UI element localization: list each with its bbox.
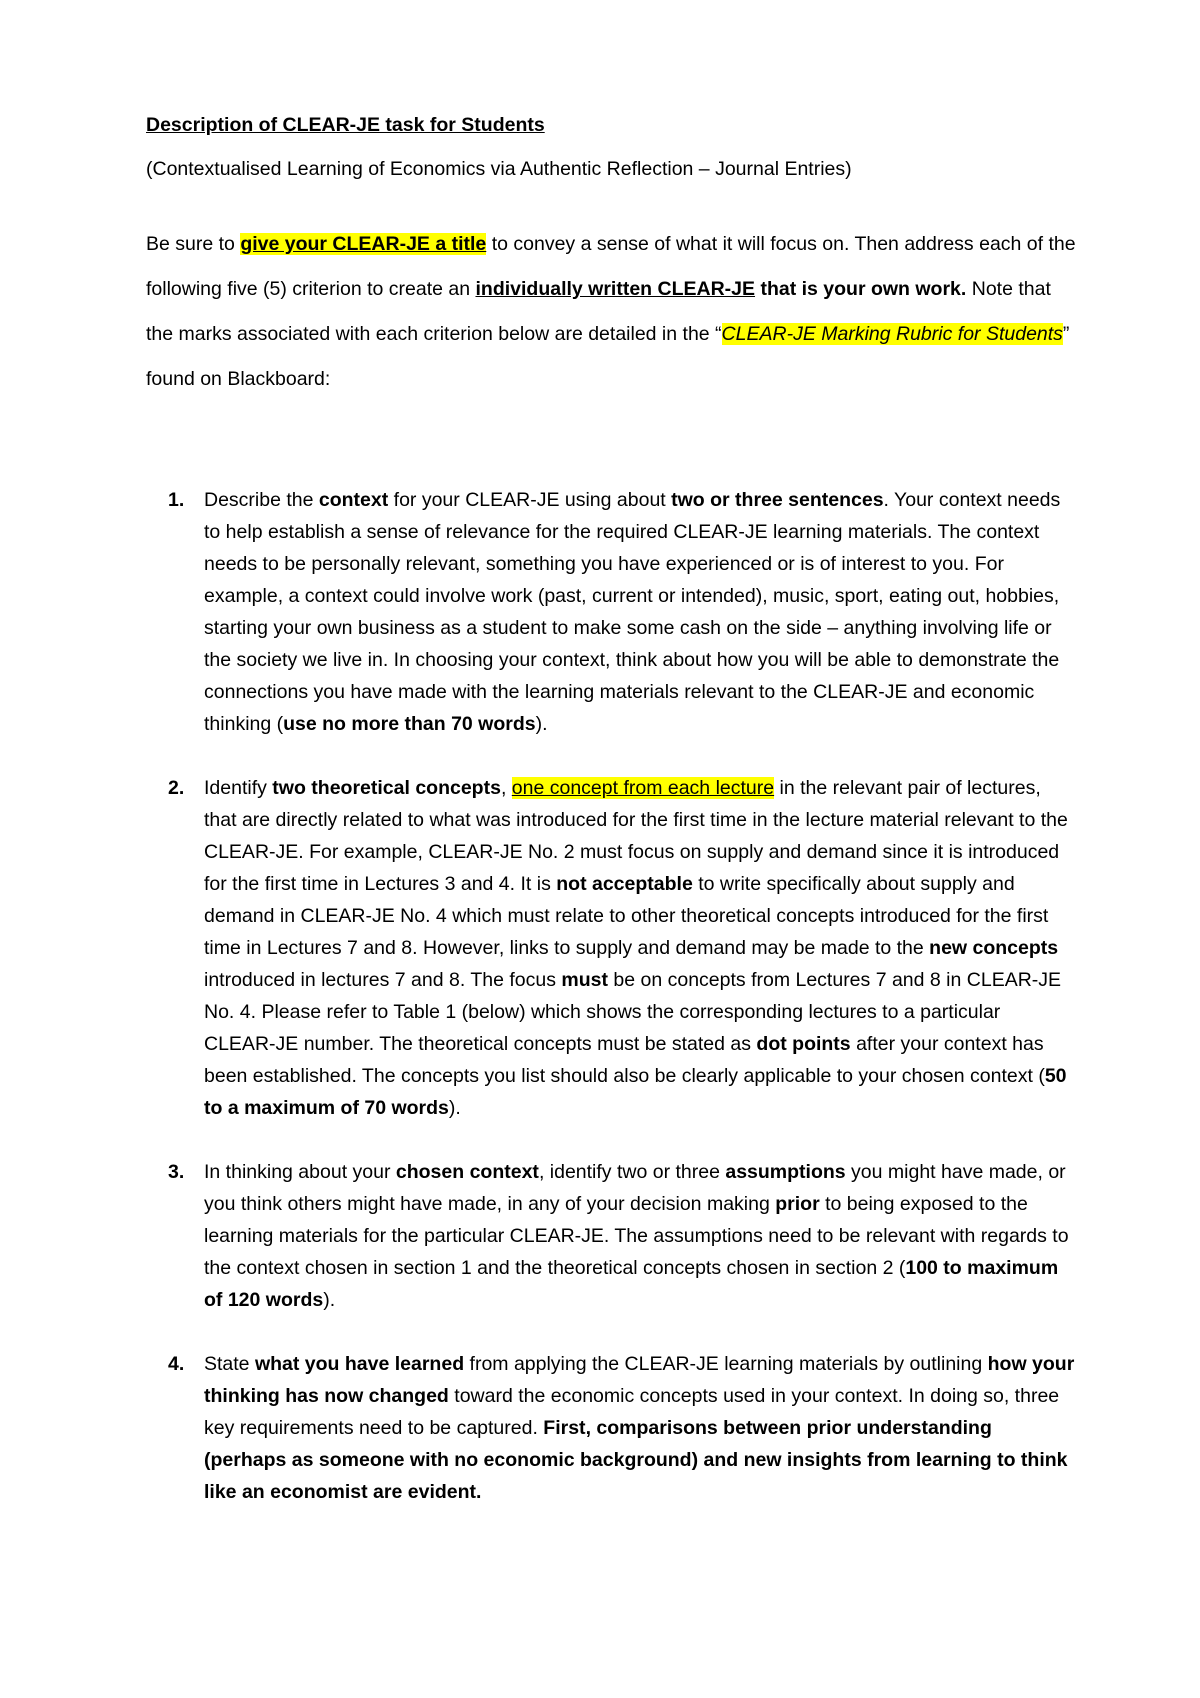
criterion-emphasis: what you have learned [254, 1353, 465, 1375]
rubric-reference-highlight: CLEAR-JE Marking Rubric for Students [721, 323, 1063, 345]
criterion-emphasis: new concepts [929, 937, 1059, 959]
document-title: Description of CLEAR-JE task for Students [146, 114, 545, 136]
one-concept-highlight: one concept from each lecture [511, 777, 775, 799]
criterion-emphasis: two or three sentences [671, 489, 884, 511]
criterion-text: in the relevant pair of lectures, that are directly related to what was introduced for the first time in the lecture material relevant to the CLEAR-JE. For example, CLEAR-JE No. 2 must focus on supply and demand since it is introduced for the first time in Lectures 3 and 4. It is [204, 777, 1068, 895]
criterion-text: State [204, 1353, 255, 1375]
criterion-emphasis: , comparisons between prior understanding (perhaps as someone with no economic background) and new insights from learning to think like an economist are evident. [204, 1417, 1068, 1503]
criterion-text: ). [448, 1097, 461, 1119]
criterion-emphasis: context [318, 489, 389, 511]
criterion-text: for your CLEAR-JE using about [388, 489, 672, 511]
criterion-1 [146, 484, 1076, 740]
criterion-text: Describe the [204, 489, 319, 511]
criterion-text: , [500, 777, 512, 799]
word-limit: use no more than 70 words [283, 713, 536, 735]
criterion-text: from applying the CLEAR-JE learning materials by outlining [464, 1353, 988, 1375]
criterion-emphasis: how your thinking has now changed [204, 1353, 1075, 1407]
criterion-text: to being exposed to the learning materials for the particular CLEAR-JE. The assumptions need to be relevant with regards to the context chosen in section 1 and the theoretical concepts chosen in section 2 ( [204, 1193, 1069, 1279]
word-limit: 100 to maximum of 120 words [204, 1257, 1059, 1311]
criterion-emphasis: chosen context [395, 1161, 539, 1183]
criterion-text: you might have made, or you think others might have made, in any of your decision making [204, 1161, 1066, 1215]
list-number: 1. [168, 489, 185, 511]
intro-text: Be sure to [146, 233, 241, 255]
criterion-emphasis: prior [775, 1193, 820, 1215]
criterion-text: ). [323, 1289, 336, 1311]
intro-text: Note that the marks associated with each criterion below are detailed in the “ [146, 278, 1051, 345]
word-limit: 50 to a maximum of 70 words [204, 1065, 1067, 1119]
individual-work-emphasis: individually written CLEAR-JE [475, 278, 756, 300]
criterion-text: Identify [204, 777, 273, 799]
criterion-emphasis: not acceptable [556, 873, 693, 895]
intro-paragraph [146, 222, 1076, 402]
criterion-4 [146, 1348, 1076, 1508]
criterion-text: toward the economic concepts used in your context. In doing so, three key requirements need to be captured. [204, 1385, 1060, 1439]
criterion-emphasis: must [561, 969, 608, 991]
document-subtitle: (Contextualised Learning of Economics via Authentic Reflection – Journal Entries) [146, 158, 852, 180]
own-work-emphasis: that is your own work. [755, 278, 967, 300]
intro-text: to convey a sense of what it will focus on. Then address each of the following five (5) criterion to create an [146, 233, 1076, 300]
criterion-emphasis: two theoretical concepts [272, 777, 501, 799]
criterion-text: introduced in lectures 7 and 8. The focus [204, 969, 562, 991]
criteria-list [146, 484, 1076, 1540]
list-number: 4. [168, 1353, 185, 1375]
criterion-emphasis: dot points [756, 1033, 851, 1055]
intro-text: ” found on Blackboard: [146, 323, 1070, 390]
criterion-text: after your context has been established. The concepts you list should also be clearly applicable to your chosen context ( [204, 1033, 1045, 1087]
criterion-text: be on concepts from Lectures 7 and 8 in CLEAR-JE No. 4. Please refer to Table 1 (below) which shows the corresponding lectures to a particular CLEAR-JE number. The theoretical concepts must be stated as [204, 969, 1062, 1055]
title-instruction-highlight: give your CLEAR-JE a title [240, 233, 487, 255]
criterion-emphasis: First [543, 1417, 586, 1439]
criterion-text: , identify two or three [538, 1161, 726, 1183]
criterion-text: In thinking about your [204, 1161, 396, 1183]
list-number: 2. [168, 777, 185, 799]
criterion-text: . Your context needs to help establish a sense of relevance for the required CLEAR-JE learning materials. The context needs to be personally relevant, something you have experienced or is of interest to you. For example, a context could involve work (past, current or intended), music, sport, eating out, hobbies, starting your own business as a student to make some cash on the side – anything involving life or the society we live in. In choosing your context, think about how you will be able to demonstrate the connections you have made with the learning materials relevant to the CLEAR-JE and economic thinking ( [204, 489, 1061, 735]
criterion-2 [146, 772, 1076, 1124]
criterion-3 [146, 1156, 1076, 1316]
criterion-text: to write specifically about supply and demand in CLEAR-JE No. 4 which must relate to other theoretical concepts introduced for the first time in Lectures 7 and 8. However, links to supply and demand may be made to the [204, 873, 1049, 959]
criterion-text: ). [535, 713, 548, 735]
criterion-emphasis: assumptions [725, 1161, 846, 1183]
list-number: 3. [168, 1161, 185, 1183]
